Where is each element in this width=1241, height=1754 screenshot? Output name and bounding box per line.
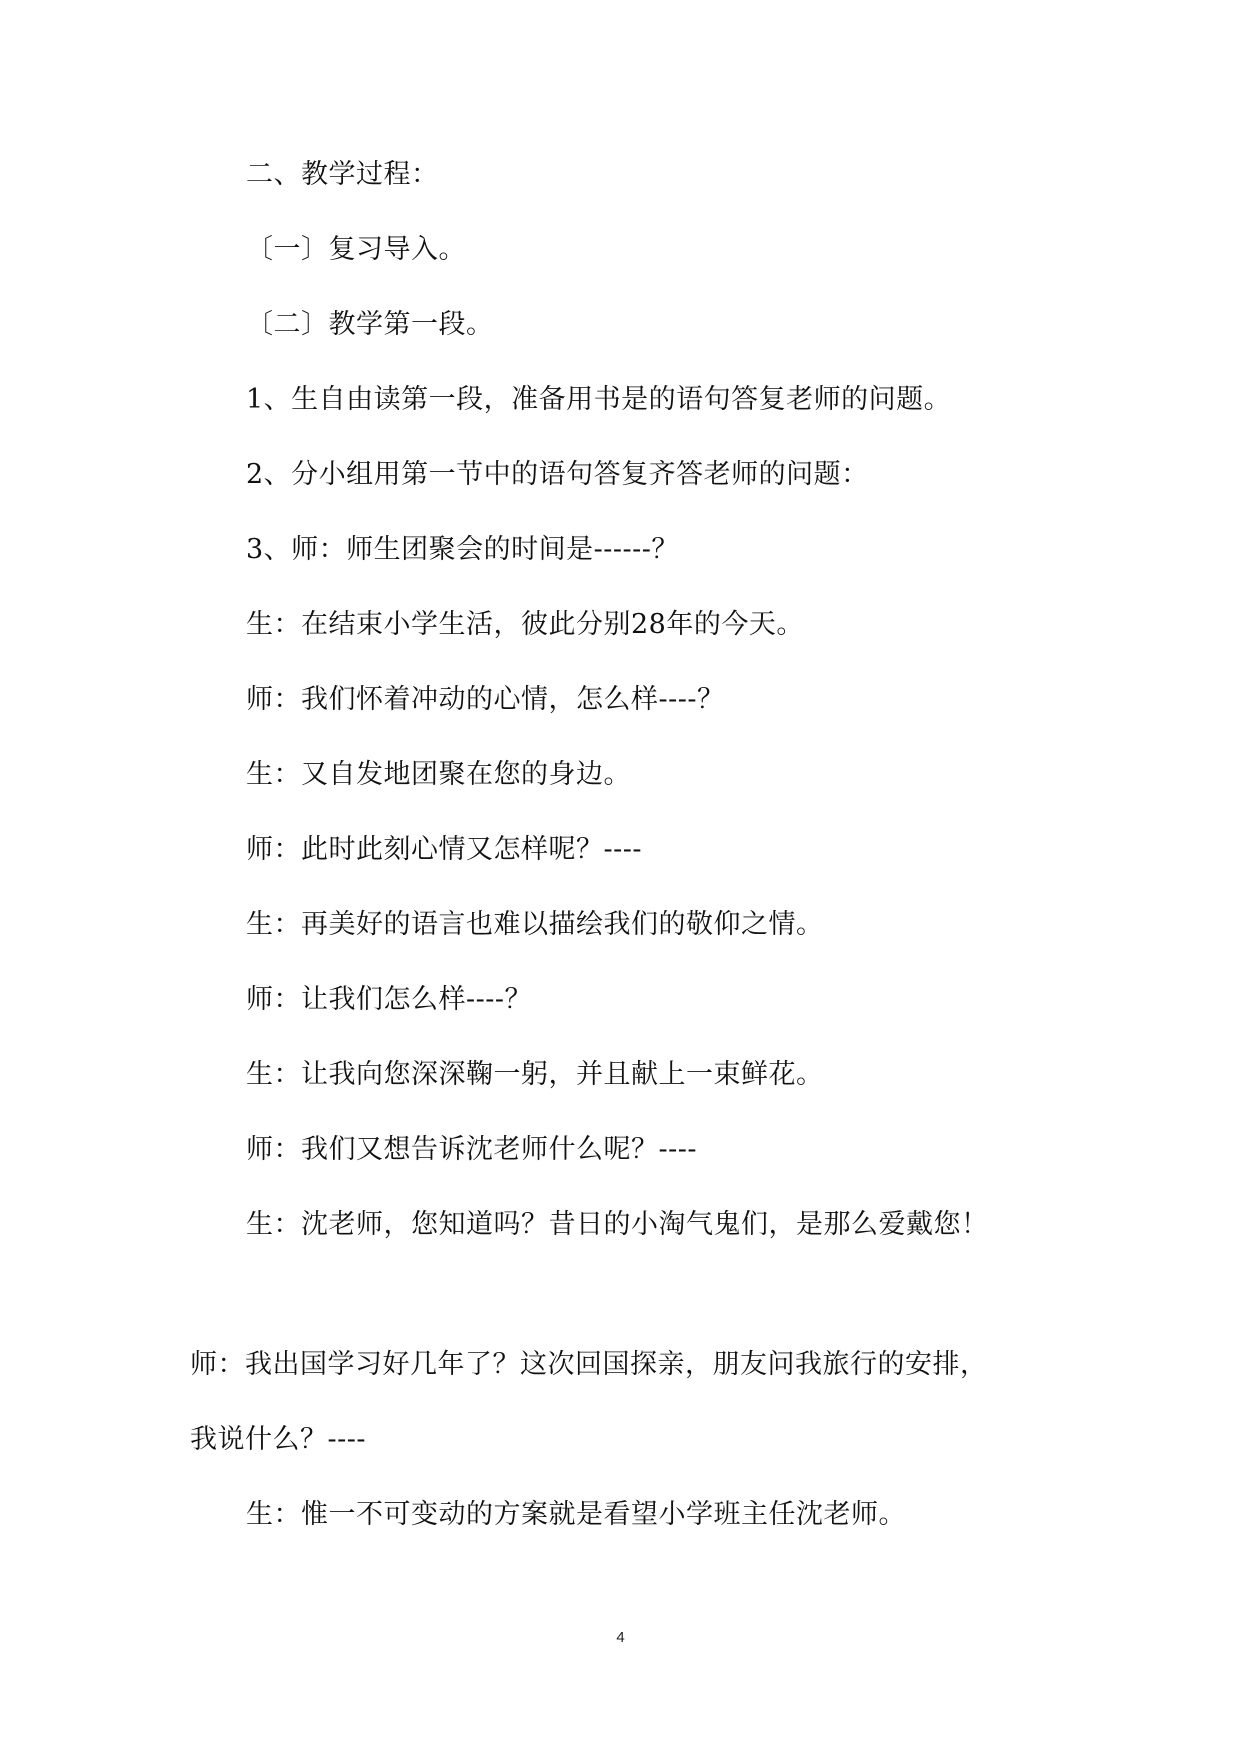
dialogue-line: 生：在结束小学生活，彼此分别28年的今天。 [246,609,804,640]
dialogue-line: 师：此时此刻心情又怎样呢？---- [246,834,642,865]
dialogue-line: 师：我出国学习好几年了？这次回国探亲，朋友问我旅行的安排， [190,1349,988,1380]
page-number: 4 [616,1629,625,1646]
subheading-first-section: 〔二〕教学第一段。 [246,309,494,340]
dialogue-line: 生：又自发地团聚在您的身边。 [246,759,631,790]
dialogue-line: 生：惟一不可变动的方案就是看望小学班主任沈老师。 [246,1499,906,1530]
dialogue-line: 师：让我们怎么样----？ [246,984,532,1015]
paragraph-line: 2、分小组用第一节中的语句答复齐答老师的问题： [246,459,869,490]
paragraph-line: 3、师：师生团聚会的时间是------？ [246,534,679,565]
dialogue-line: 师：我们怀着冲动的心情，怎么样----？ [246,684,725,715]
dialogue-line: 师：我们又想告诉沈老师什么呢？---- [246,1134,697,1165]
heading-teaching-process: 二、教学过程： [246,159,439,190]
dialogue-line-continued: 我说什么？---- [190,1424,366,1455]
dialogue-line: 生：沈老师，您知道吗？昔日的小淘气鬼们，是那么爱戴您！ [246,1209,989,1240]
paragraph-line: 1、生自由读第一段，准备用书是的语句答复老师的问题。 [246,384,952,415]
subheading-review: 〔一〕复习导入。 [246,234,466,265]
dialogue-line: 生：让我向您深深鞠一躬，并且献上一束鲜花。 [246,1059,824,1090]
dialogue-line: 生：再美好的语言也难以描绘我们的敬仰之情。 [246,909,824,940]
